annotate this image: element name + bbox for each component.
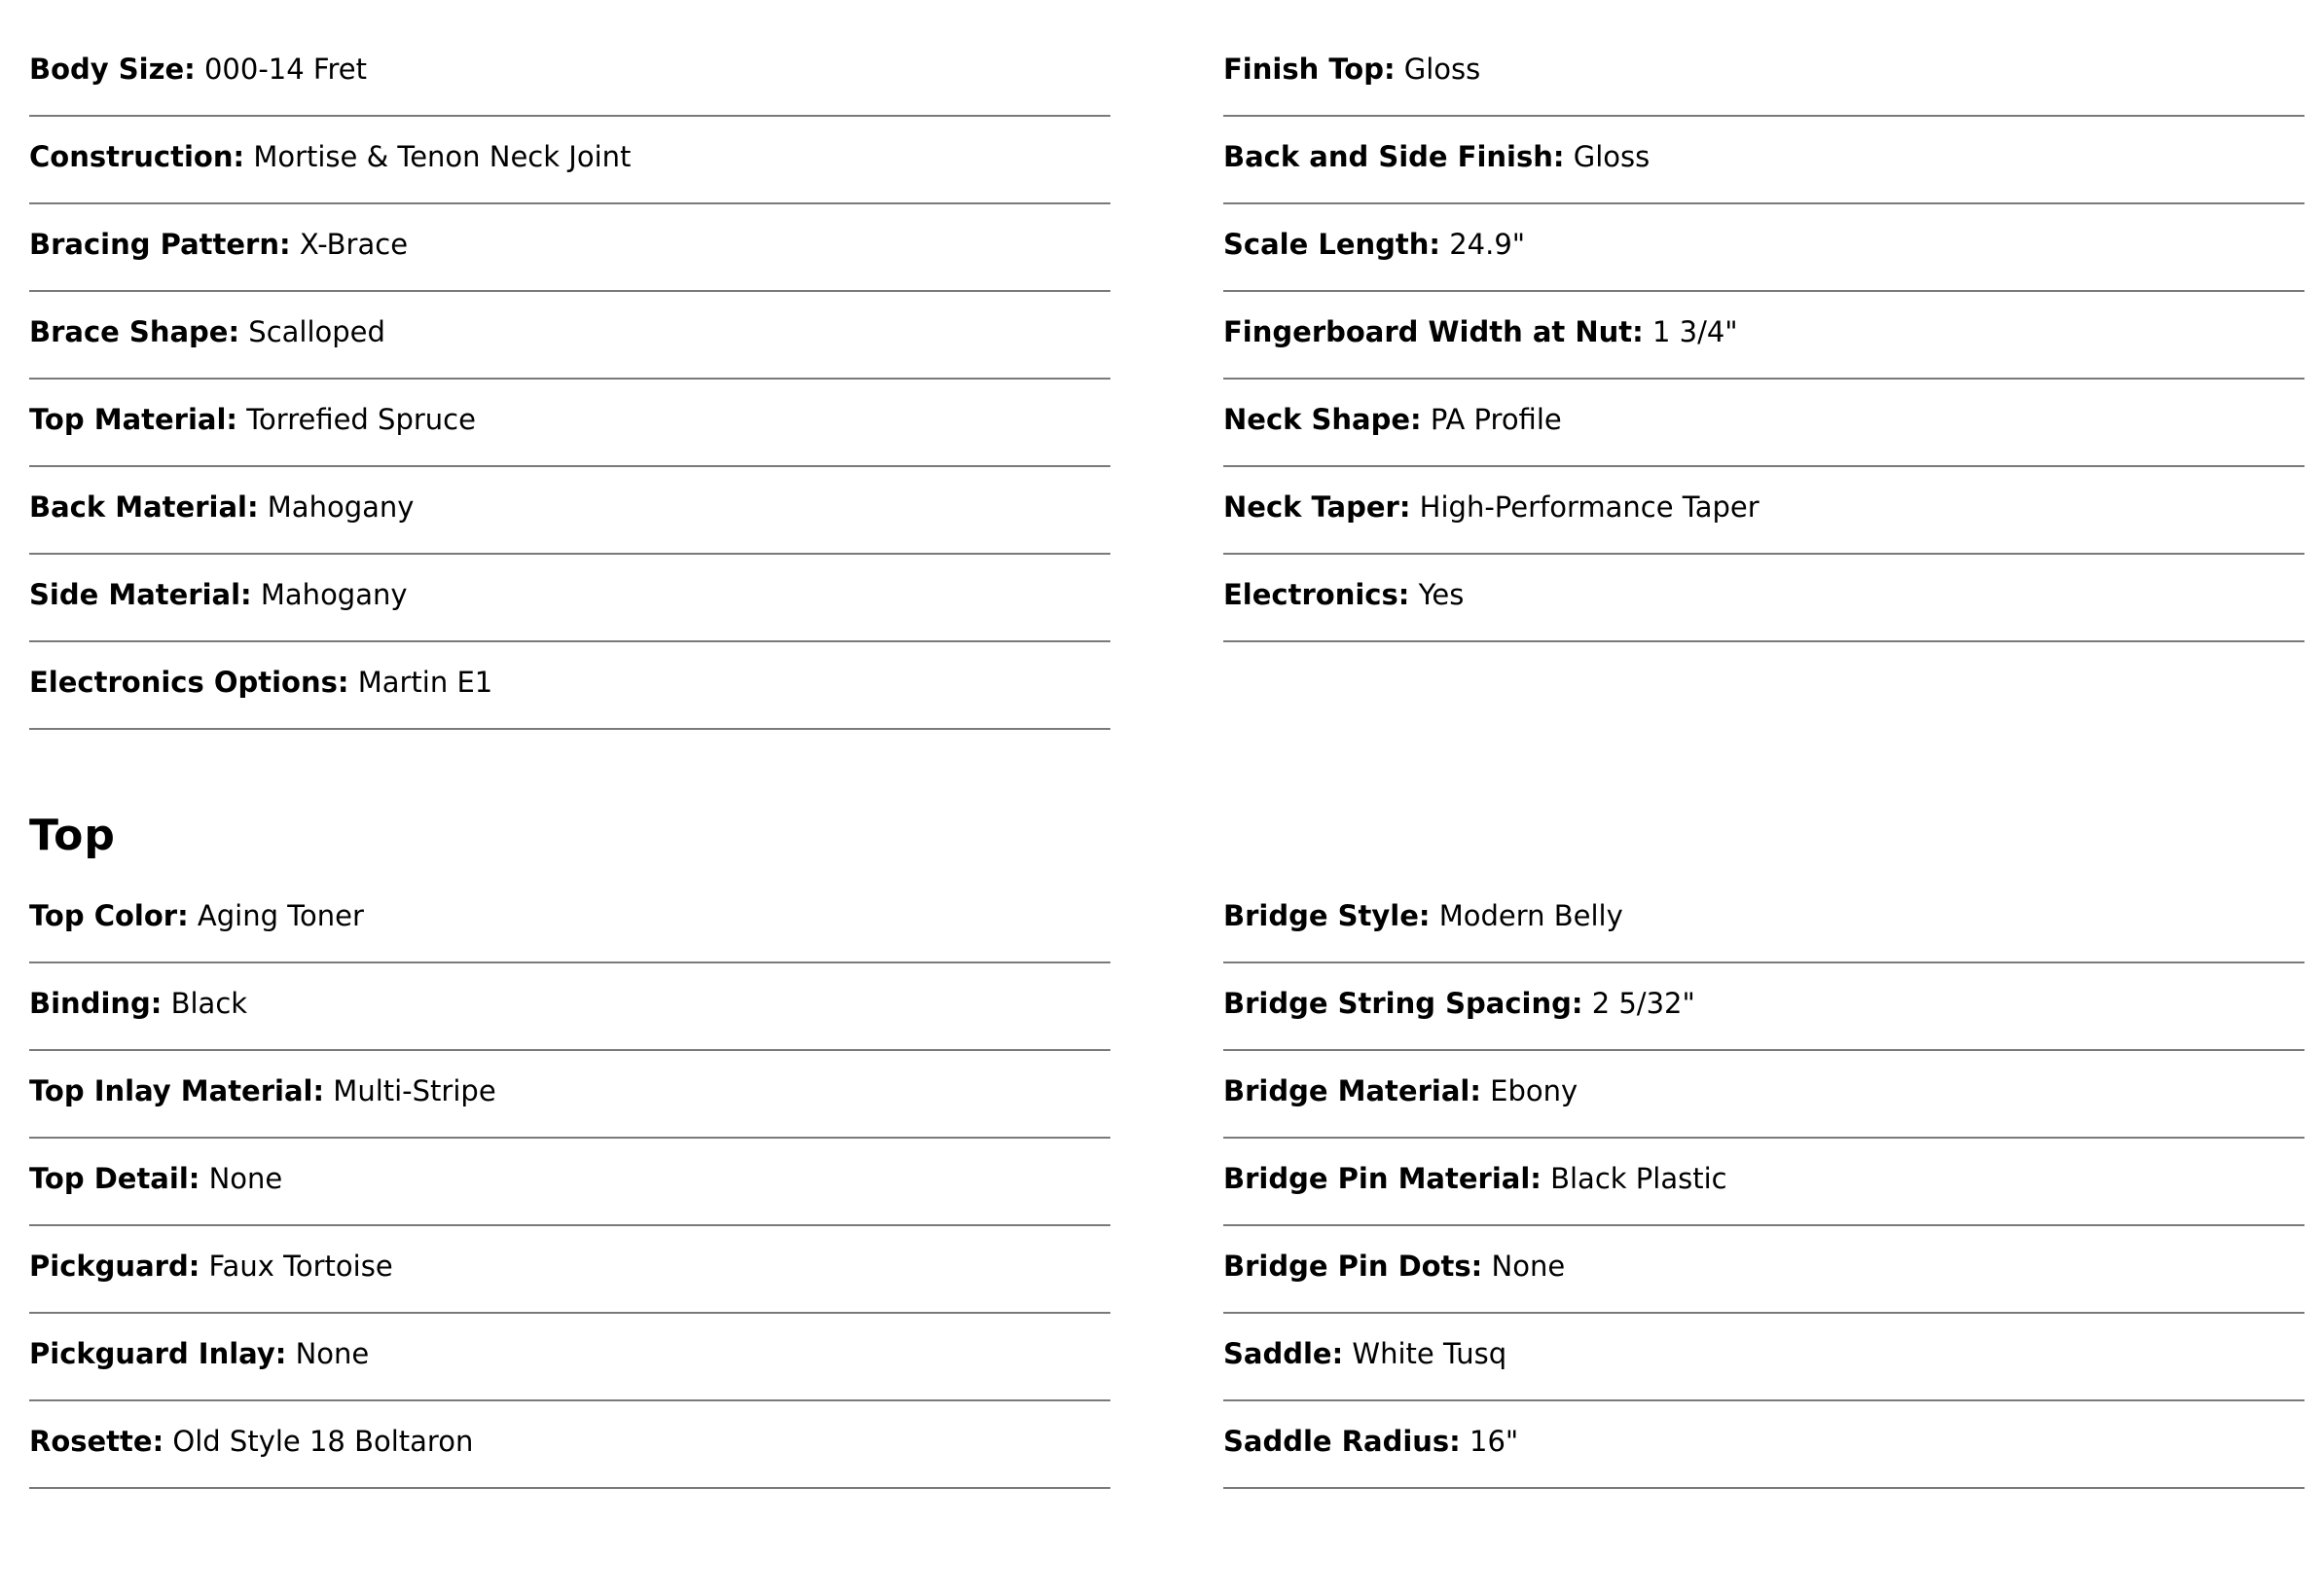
spec-value: High-Performance Taper <box>1419 490 1760 524</box>
spec-label: Pickguard Inlay: <box>29 1337 287 1370</box>
spec-value: Black <box>170 987 248 1020</box>
spec-sheet <box>29 29 2304 1489</box>
spec-value: Yes <box>1418 578 1465 611</box>
spec-value: Ebony <box>1490 1074 1578 1107</box>
spec-value: None <box>1491 1250 1566 1283</box>
spec-label: Pickguard: <box>29 1250 200 1283</box>
spec-label: Binding: <box>29 987 163 1020</box>
spec-row-finish-top <box>1223 29 2304 117</box>
spec-row-pickguard-inlay <box>29 1314 1110 1401</box>
spec-row-fingerboard-width <box>1223 292 2304 380</box>
spec-row-rosette <box>29 1401 1110 1489</box>
spec-label: Bridge Material: <box>1223 1074 1481 1107</box>
spec-label: Top Color: <box>29 899 189 932</box>
spec-row-neck-taper <box>1223 467 2304 555</box>
spec-row-back-side-finish <box>1223 117 2304 204</box>
spec-row-side-material <box>29 555 1110 642</box>
spec-row-body-size <box>29 29 1110 117</box>
spec-row-back-material <box>29 467 1110 555</box>
spec-value: Martin E1 <box>357 666 493 699</box>
spec-label: Body Size: <box>29 53 196 86</box>
spec-value: 000-14 Fret <box>203 53 367 86</box>
spec-row-saddle-radius <box>1223 1401 2304 1489</box>
spec-value: 2 5/32" <box>1591 987 1695 1020</box>
spec-value: Multi-Stripe <box>333 1074 496 1107</box>
spec-row-bridge-material <box>1223 1051 2304 1139</box>
spec-label: Scale Length: <box>1223 228 1441 261</box>
spec-row-top-inlay-material <box>29 1051 1110 1139</box>
spec-value: Mahogany <box>260 578 408 611</box>
spec-value: Faux Tortoise <box>208 1250 393 1283</box>
spec-value: Mahogany <box>267 490 415 524</box>
spec-label: Neck Shape: <box>1223 403 1422 436</box>
spec-row-binding <box>29 963 1110 1051</box>
spec-value: 1 3/4" <box>1651 315 1738 348</box>
spec-row-bridge-pin-dots <box>1223 1226 2304 1314</box>
spec-label: Bridge Style: <box>1223 899 1431 932</box>
spec-value: None <box>208 1162 283 1195</box>
spec-row-scale-length <box>1223 204 2304 292</box>
spec-label: Back Material: <box>29 490 259 524</box>
spec-label: Bridge Pin Material: <box>1223 1162 1542 1195</box>
spec-row-bridge-pin-material <box>1223 1139 2304 1226</box>
spec-label: Rosette: <box>29 1425 164 1458</box>
spec-label: Bridge String Spacing: <box>1223 987 1583 1020</box>
spec-value: 24.9" <box>1449 228 1526 261</box>
top-specs-section <box>29 876 2304 1489</box>
spec-value: Mortise & Tenon Neck Joint <box>253 140 632 173</box>
spec-label: Finish Top: <box>1223 53 1396 86</box>
spec-label: Construction: <box>29 140 245 173</box>
spec-label: Bracing Pattern: <box>29 228 291 261</box>
spec-value: Modern Belly <box>1438 899 1623 932</box>
spec-label: Top Inlay Material: <box>29 1074 325 1107</box>
spec-value: PA Profile <box>1430 403 1562 436</box>
spec-label: Electronics Options: <box>29 666 349 699</box>
spec-row-construction <box>29 117 1110 204</box>
spec-row-saddle <box>1223 1314 2304 1401</box>
spec-label: Electronics: <box>1223 578 1410 611</box>
spec-label: Saddle: <box>1223 1337 1344 1370</box>
spec-row-bridge-style <box>1223 876 2304 963</box>
spec-label: Brace Shape: <box>29 315 240 348</box>
spec-row-electronics-options <box>29 642 1110 730</box>
top-specs-right-column <box>1223 876 2304 1489</box>
spec-value: None <box>295 1337 370 1370</box>
spec-value: White Tusq <box>1352 1337 1507 1370</box>
general-specs-section <box>29 29 2304 730</box>
spec-label: Fingerboard Width at Nut: <box>1223 315 1644 348</box>
spec-label: Bridge Pin Dots: <box>1223 1250 1483 1283</box>
spec-value: 16" <box>1469 1425 1519 1458</box>
spec-value: Gloss <box>1573 140 1651 173</box>
spec-value: Gloss <box>1403 53 1481 86</box>
top-specs-left-column <box>29 876 1110 1489</box>
spec-value: Scalloped <box>248 315 385 348</box>
spec-row-top-detail <box>29 1139 1110 1226</box>
spec-label: Neck Taper: <box>1223 490 1411 524</box>
spec-label: Side Material: <box>29 578 252 611</box>
general-specs-right-column <box>1223 29 2304 642</box>
spec-value: Old Style 18 Boltaron <box>172 1425 474 1458</box>
spec-row-bridge-string-spacing <box>1223 963 2304 1051</box>
spec-row-electronics <box>1223 555 2304 642</box>
spec-row-bracing-pattern <box>29 204 1110 292</box>
spec-value: Torrefied Spruce <box>246 403 476 436</box>
section-heading-top: Top <box>29 811 116 860</box>
spec-row-pickguard <box>29 1226 1110 1314</box>
general-specs-left-column <box>29 29 1110 730</box>
spec-label: Top Material: <box>29 403 238 436</box>
spec-row-neck-shape <box>1223 380 2304 467</box>
spec-value: X-Brace <box>299 228 409 261</box>
spec-label: Back and Side Finish: <box>1223 140 1565 173</box>
spec-row-top-material <box>29 380 1110 467</box>
spec-value: Aging Toner <box>197 899 364 932</box>
spec-label: Saddle Radius: <box>1223 1425 1461 1458</box>
spec-row-top-color <box>29 876 1110 963</box>
spec-value: Black Plastic <box>1550 1162 1727 1195</box>
spec-label: Top Detail: <box>29 1162 200 1195</box>
spec-row-brace-shape <box>29 292 1110 380</box>
